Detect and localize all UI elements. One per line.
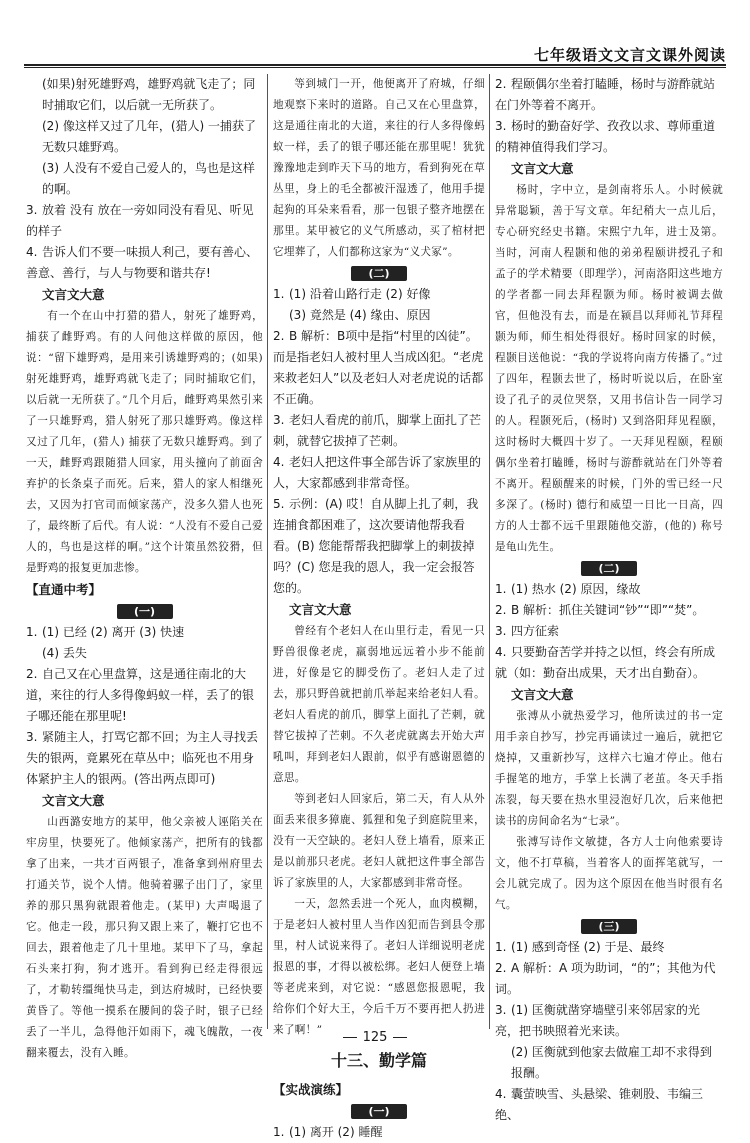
translation-heading: 文言文大意	[511, 161, 574, 176]
answer-item: 3. 放着 没有 放在一旁如同没有看见、听见的样子	[26, 203, 254, 238]
translation-heading: 文言文大意	[511, 687, 574, 702]
section-heading: 【直通中考】	[26, 582, 102, 597]
answer-item: 3. 四方征索	[495, 624, 560, 638]
answer-item: 4. 告诉人们不要一味损人利己，要有善心、善意、善行，与人与物要和谐共存!	[26, 245, 259, 280]
answer-item: 1. (1) 感到奇怪 (2) 于是、最终	[495, 940, 665, 954]
header-rule	[24, 64, 726, 66]
translation-heading: 文言文大意	[42, 287, 105, 302]
header-rule-thin	[24, 67, 726, 68]
header-title: 七年级语文文言文课外阅读	[533, 46, 726, 64]
column-3	[495, 74, 723, 1122]
answer-item: 2. 自己又在心里盘算，这是通往南北的大道，来往的行人多得像蚂蚁一样，丢了的银子哪还能在那里呢!	[26, 667, 255, 723]
answer-item: 3. 紧随主人，打骂它都不回；为主人寻找丢失的银两，竟累死在草丛中；临死也不用身体紧护主人的银两。(答出两点即可)	[26, 730, 259, 786]
page-header	[0, 0, 750, 64]
answer-item: 3. 杨时的勤奋好学、孜孜以求、尊师重道的精神值得我们学习。	[495, 119, 716, 154]
answer-text: (3) 人没有不爱自己爱人的，鸟也是这样的啊。	[42, 161, 255, 196]
answer-item: 4. 只要勤奋苦学并持之以恒，终会有所成就（如：勤奋出成果，天才出自勤奋）。	[495, 645, 716, 680]
part-tag: (一)	[273, 1104, 485, 1119]
translation-text: 杨时，字中立，是剑南将乐人。小时候就异常聪颖，善于写文章。年纪稍大一点儿后，专心研究经史书籍。宋熙宁九年，进士及第。当时，河南人程颢和他的弟弟程颐讲授孔子和孟子的学术精要（即理学），河南洛阳这些地方的学者都一同去拜程颢为师。杨时被调去做官，但他没有去，而是在颍昌以拜师礼节拜程颢为师，师生相处得很好。杨时回家的时候，程颢目送他说：“我的学说将向南方传播了。”过了四年，程颢去世了，杨时听说以后，在卧室设了孔子的灵位哭祭，又用书信讣告一同学习的人。程颢死后，(杨时) 又到洛阳拜见程颐，这时杨时大概四十岁了。一天拜见程颐，程颐偶尔坐着打瞌睡，杨时与游酢就站在门外等着不离开。程颐醒来的时候，门外的雪已经一尺多深了。(杨时) 德行和威望一日比一日高，四方的人士都不远千里跟随他交游，(他的) 称号是龟山先生。	[495, 184, 723, 553]
part-tag: (二)	[273, 266, 485, 281]
column-divider-1	[267, 74, 268, 1029]
translation-text: 等到城门一开，他便离开了府城，仔细地观察下来时的道路。自己又在心里盘算，这是通往南北的大道，来往的行人多得像蚂蚁一样，丢了的银子哪还能在那里呢！犹犹豫豫地走到昨天下马的地方，看到狗死在草丛里，身上的毛全都被汗湿透了，他用手提起狗的耳朵来看看，那一包银子整齐地摆在那里。某甲被它的义气所感动，买了棺材把它埋葬了，人们都称这家为“义犬冢”。	[273, 78, 485, 258]
part-tag: (二)	[495, 561, 723, 576]
translation-text: 等到老妇人回家后，第二天，有人从外面丢来很多獐鹿、狐狸和兔子到庭院里来，没有一天空缺的。老妇人登上墙看，原来正是以前那只老虎。老妇人就把这件事全部告诉了家族里的人，大家都感到非常奇怪。	[273, 793, 485, 889]
answer-text: (2) 像这样又过了几年，(猎人) 一捕获了无数只雄野鸡。	[42, 119, 256, 154]
chapter-title: 十三、勤学篇	[330, 1051, 427, 1070]
answer-item: 1. (1) 热水 (2) 原因，缘故	[495, 582, 641, 596]
part-tag: (三)	[495, 919, 723, 934]
answer-item: 3. (1) 匡衡就凿穿墙壁引来邻居家的光亮，把书映照着光来读。	[495, 1003, 700, 1038]
answer-item: 1. (1) 离开 (2) 睡醒	[273, 1125, 383, 1139]
part-tag: (一)	[26, 604, 263, 619]
answer-item: 2. 程颐偶尔坐着打瞌睡，杨时与游酢就站在门外等着不离开。	[495, 77, 716, 112]
answer-item: 2. B 解析：抓住关键词“钞”“即”“焚”。	[495, 603, 705, 617]
answer-item: 2. B 解析：B项中是指“村里的凶徒”。而是指老妇人被村里人当成凶犯。“老虎来救老妇人”以及老妇人对老虎说的话都不正确。	[273, 329, 484, 406]
page-number-dash	[343, 1037, 357, 1038]
answer-item: 4. 囊萤映雪、头悬梁、锥刺股、韦编三绝、	[495, 1087, 704, 1122]
page-number: 125	[0, 1030, 750, 1045]
answer-item: 1. (1) 沿着山路行走 (2) 好像	[273, 287, 431, 301]
section-heading: 【实战演练】	[273, 1082, 349, 1097]
column-1	[26, 74, 263, 1059]
translation-text: 张溥从小就热爱学习，他所读过的书一定用手亲自抄写，抄完再诵读过一遍后，就把它烧掉，又重新抄写，这样六七遍才停止。他右手握笔的地方，手掌上长满了老茧。冬天手指冻裂，每天要在热水里浸泡好几次，后来他把读书的房间命名为“七录”。	[495, 710, 723, 827]
answer-item: 5. 示例：(A) 哎！自从脚上扎了刺，我连捕食都困难了，这次要请他帮我看看。(B) 您能帮帮我把脚掌上的刺拔掉吗？(C) 您是我的恩人，我一定会报答您的。	[273, 497, 479, 595]
page-number-dash	[393, 1037, 407, 1038]
translation-text: 一天，忽然丢进一个死人，血肉模糊，于是老妇人被村里人当作凶犯而告到县令那里，村人试说来得了。老妇人详细说明老虎报恩的事，才得以被松绑。老妇人便登上墙等老虎来到，对它说：“感恩您报恩呢，我给你们个好大王，今后千万不要再把人扔进来了啊！”	[273, 898, 485, 1036]
answer-text: (4) 丢失	[42, 646, 87, 660]
translation-text: 曾经有个老妇人在山里行走，看见一只野兽很像老虎，羸弱地远远着小步不能前进，好像是它的脚受伤了。老妇人走了过去，那只野兽就把前爪举起来给老妇人看。老妇人看虎的前爪，脚掌上面扎了芒刺，就替它拔掉了芒刺。不久老虎就离去开始大声吼叫，拜到老妇人跟前，似乎有感谢恩德的意思。	[273, 625, 485, 784]
answer-item: 2. A 解析：A 项为助词，“的”；其他为代词。	[495, 961, 716, 996]
translation-heading: 文言文大意	[289, 602, 352, 617]
answer-text: (2) 匡衡就到他家去做雇工却不求得到报酬。	[511, 1045, 712, 1080]
answer-text: (3) 竟然是 (4) 缘由、原因	[289, 308, 431, 322]
translation-text: 有一个在山中打猎的猎人，射死了雄野鸡，捕获了雌野鸡。有的人问他这样做的原因，他说：“留下雄野鸡，是用来引诱雄野鸡的；(如果)射死雄野鸡，雄野鸡就飞走了；同时捕取它们，以后就一无所获了。”几个月后，雌野鸡果然引来了一只雄野鸡，猎人射死了那只雄野鸡。像这样又过了几年，(猎人) 捕获了无数只雄野鸡。到了一天，雌野鸡跟随猎人回家，用头撞向了前面舍弃护的长条桌子而死。后来，猎人的家人相继死去，又因为打官司而倾家荡产，没多久猎人也死了，最终断了后代。有人说：“人没有不爱自己爱人的，鸟也是这样的啊。”这个计策虽然狡猾，但是野鸡的报复更加悲惨。	[26, 310, 263, 574]
translation-text: 张溥写诗作文敏捷，各方人士向他索要诗文，他不打草稿，当着客人的面挥笔就写，一会儿就完成了。因为这个原因在他当时很有名气。	[495, 836, 723, 911]
answer-item: 3. 老妇人看虎的前爪，脚掌上面扎了芒刺，就替它拔掉了芒刺。	[273, 413, 482, 448]
translation-heading: 文言文大意	[42, 793, 105, 808]
column-divider-2	[489, 74, 490, 1029]
answer-text: (如果)射死雄野鸡，雄野鸡就飞走了；同时捕取它们，以后就一无所获了。	[42, 77, 256, 112]
answer-item: 4. 老妇人把这件事全部告诉了家族里的人，大家都感到非常奇怪。	[273, 455, 482, 490]
translation-text: 山西潞安地方的某甲，他父亲被人诬陷关在牢房里，快要死了。他倾家荡产，把所有的钱都拿了出来，一共才百两银子，准备拿到州府里去打通关节，说个人情。他骑着骡子出门了，家里养的那只黑狗就跟着他走。(某甲) 大声喝退了它。他走一段，那只狗又跟上来了，鞭打它也不回去，跟着他走了几十里地。某甲下了马，拿起石头来打狗，狗才逃开。看到狗已经走得很远了，才勒转缰绳快马走，到达府城时，已经快要黄昏了。等他一摸系在腰间的袋子时，银子已经丢了一半儿，急得他汗如雨下，魂飞魄散，一夜翻来覆去，没有入睡。	[26, 816, 263, 1059]
answer-item: 1. (1) 已经 (2) 离开 (3) 快速	[26, 625, 185, 639]
